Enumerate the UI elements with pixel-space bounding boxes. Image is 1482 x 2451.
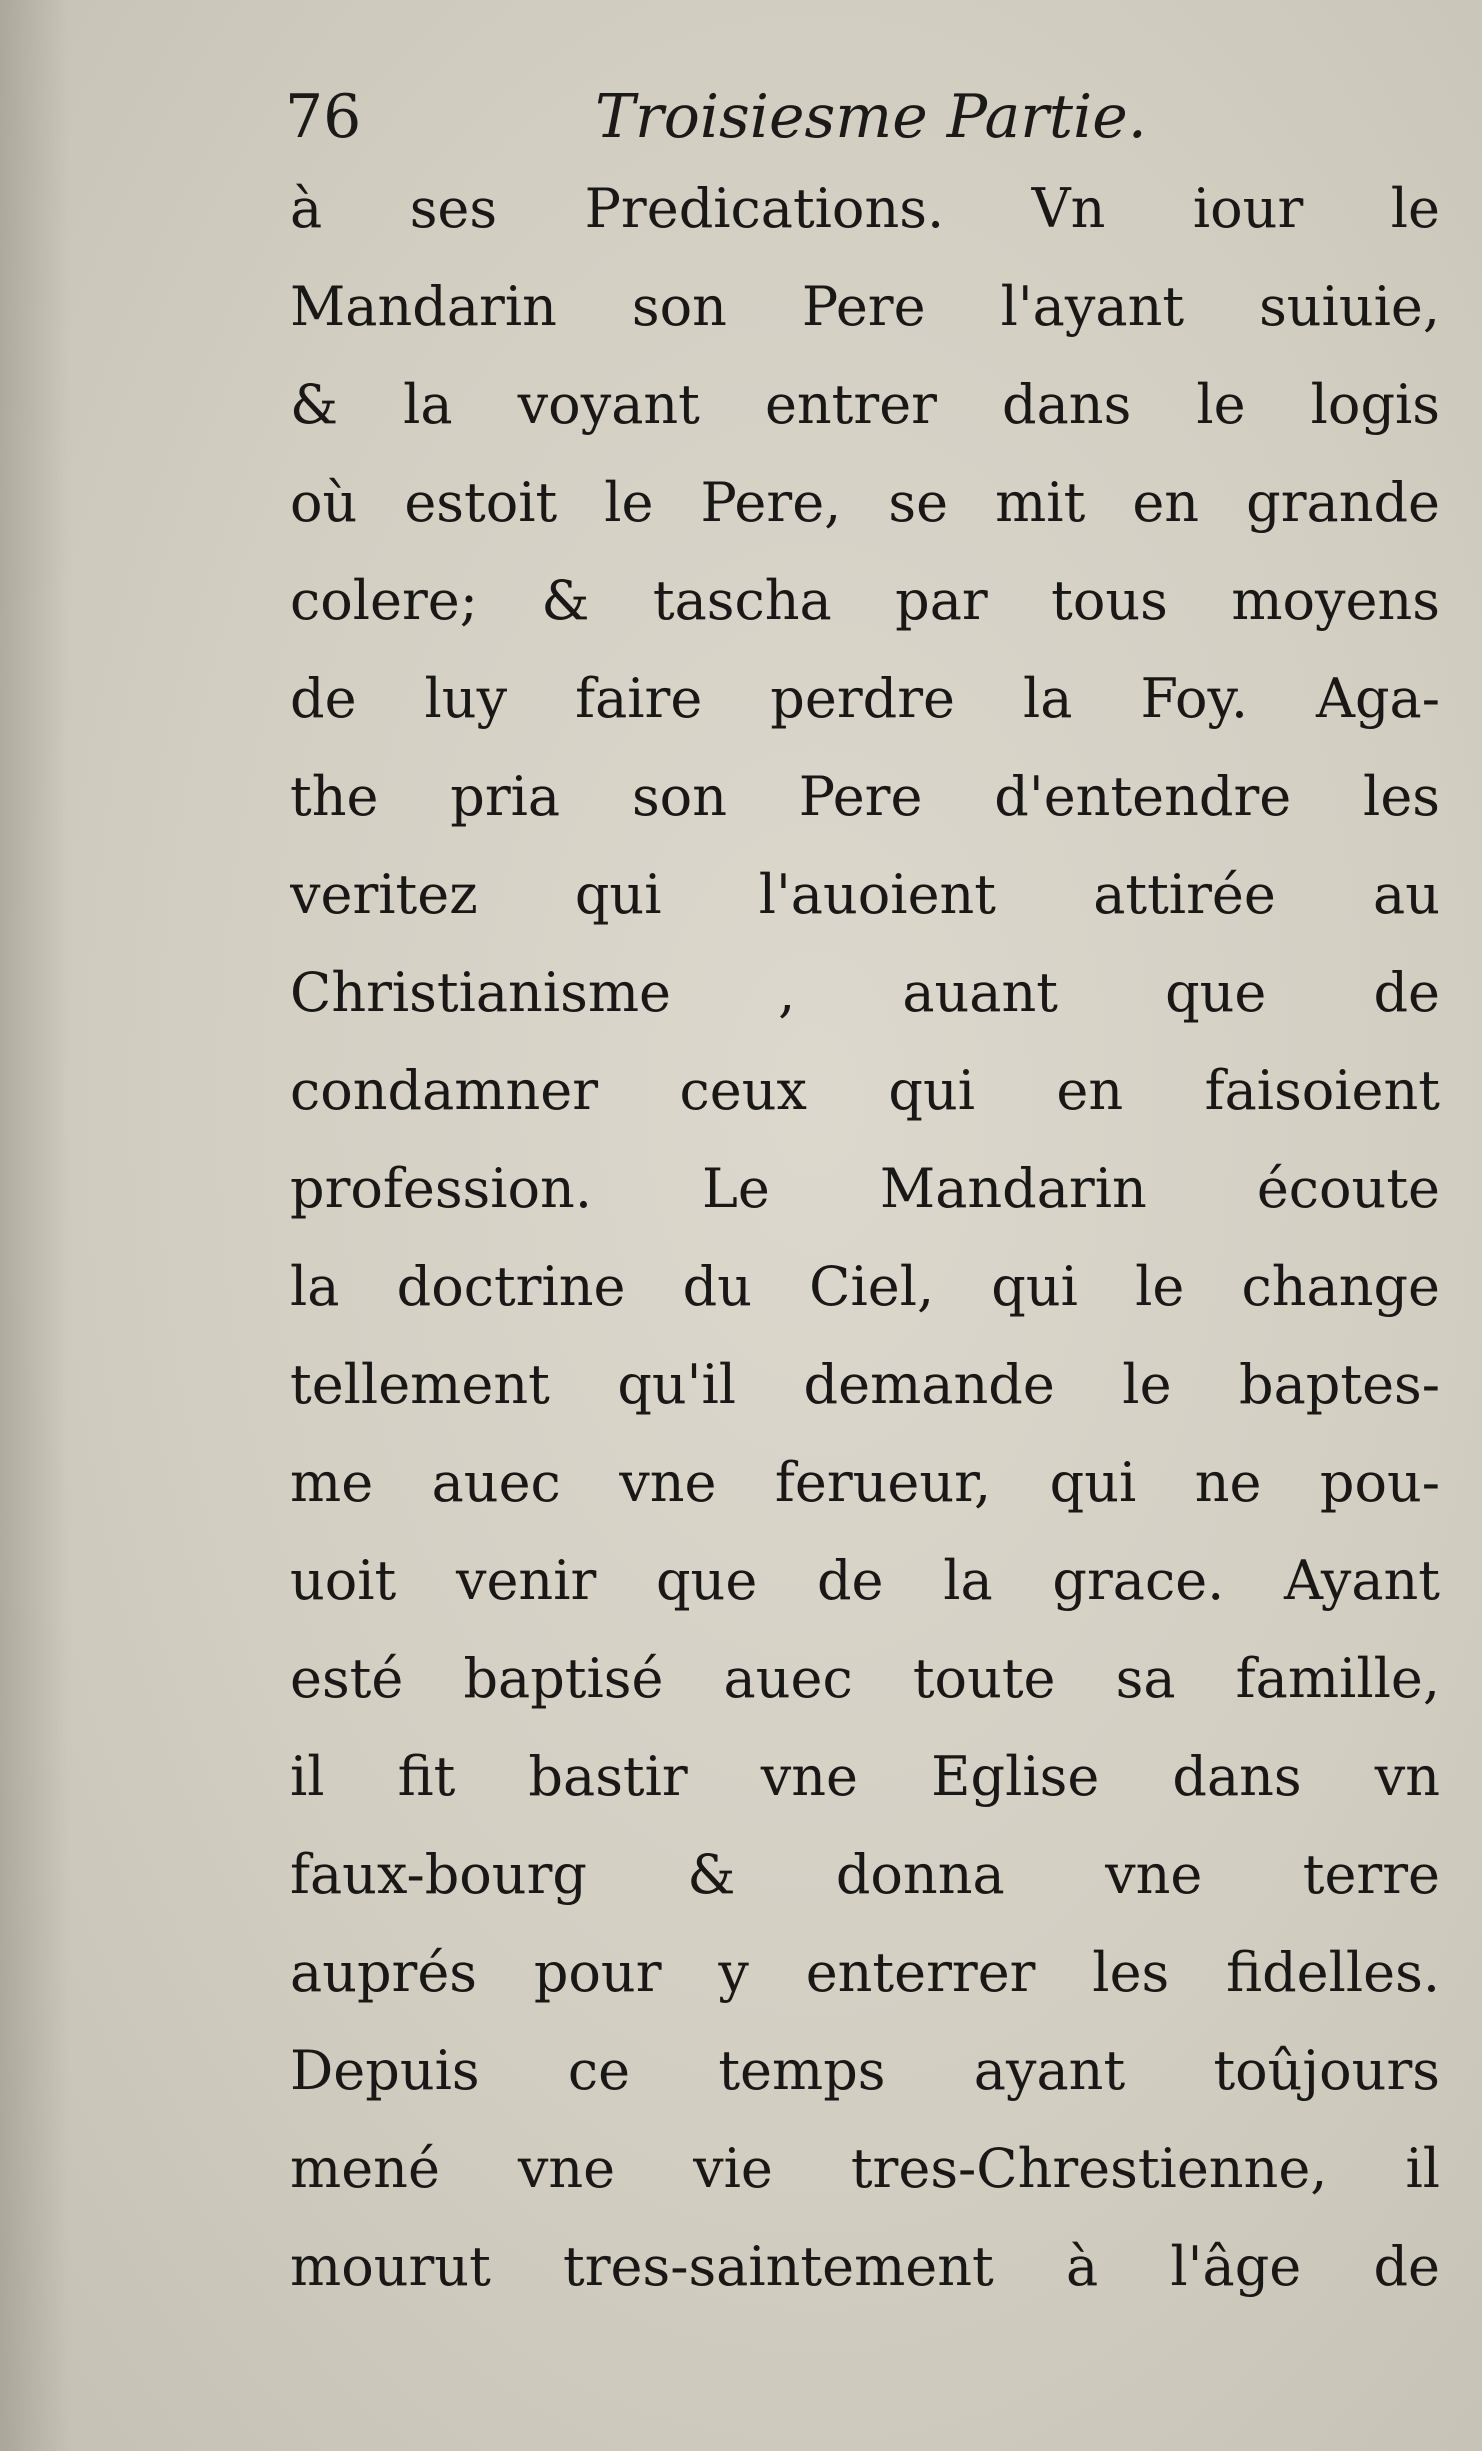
text-line: à ses Predications. Vn iour le — [290, 177, 1440, 240]
text-line: profession. Le Mandarin écoute — [290, 1157, 1440, 1220]
text-line: me auec vne ferueur, qui ne pou- — [290, 1451, 1440, 1514]
text-line: esté baptisé auec toute sa famille, — [290, 1647, 1440, 1710]
text-line: Depuis ce temps ayant toûjours — [290, 2039, 1440, 2102]
page-header — [285, 72, 1445, 162]
text-line: uoit venir que de la grace. Ayant — [290, 1549, 1440, 1612]
text-line: condamner ceux qui en faisoient — [290, 1059, 1440, 1122]
text-line: the pria son Pere d'entendre les — [290, 765, 1440, 828]
text-line: il fit bastir vne Eglise dans vn — [290, 1745, 1440, 1808]
text-line: où estoit le Pere, se mit en grande — [290, 471, 1440, 534]
text-line: veritez qui l'auoient attirée au — [290, 863, 1440, 926]
body-text — [290, 160, 1440, 2316]
running-title: Troisiesme Partie. — [595, 82, 1147, 152]
text-line: Christianisme , auant que de — [290, 961, 1440, 1024]
text-line: de luy faire perdre la Foy. Aga- — [290, 667, 1440, 730]
text-line: la doctrine du Ciel, qui le change — [290, 1255, 1440, 1318]
gutter-shadow — [0, 0, 70, 2451]
text-line: faux-bourg & donna vne terre — [290, 1843, 1440, 1906]
text-line: tellement qu'il demande le baptes- — [290, 1353, 1440, 1416]
text-line: colere; & tascha par tous moyens — [290, 569, 1440, 632]
text-line: auprés pour y enterrer les fidelles. — [290, 1941, 1440, 2004]
text-line: mourut tres-saintement à l'âge de — [290, 2235, 1440, 2298]
text-line: Mandarin son Pere l'ayant suiuie, — [290, 275, 1440, 338]
page-number: 76 — [285, 82, 362, 152]
text-line: mené vne vie tres-Chrestienne, il — [290, 2137, 1440, 2200]
text-line: & la voyant entrer dans le logis — [290, 373, 1440, 436]
